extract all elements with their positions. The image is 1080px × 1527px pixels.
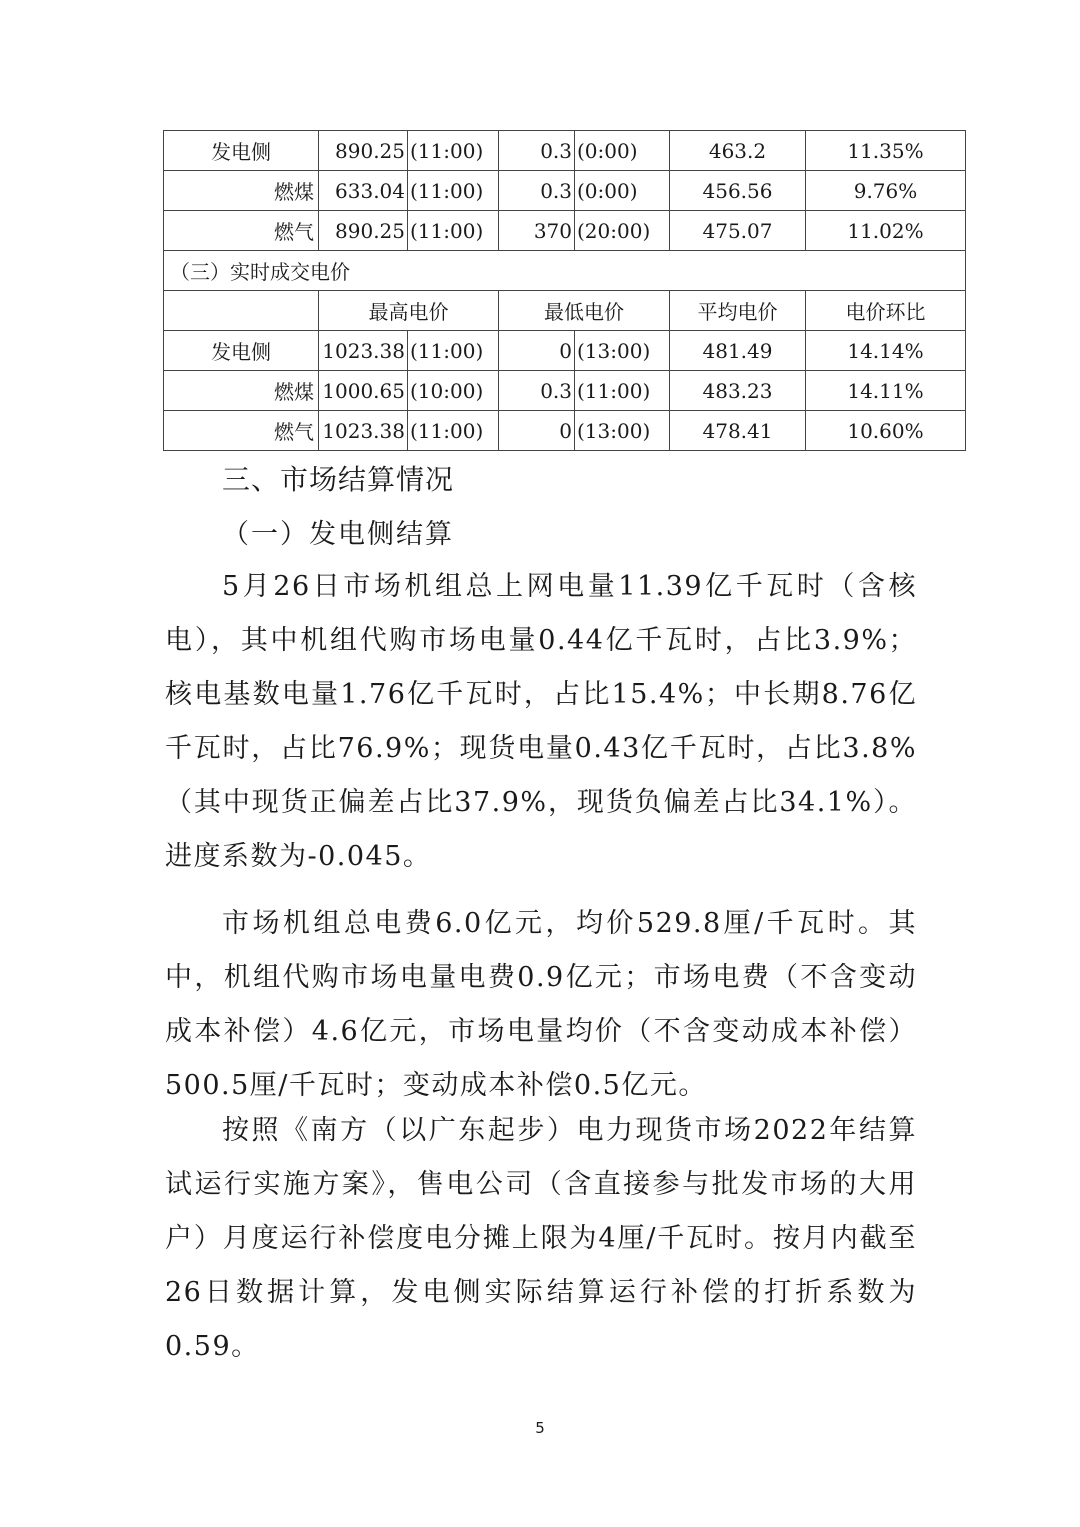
avg-price: 483.23 — [670, 371, 806, 411]
max-price-time: (11:00) — [408, 411, 499, 451]
max-price: 1023.38 — [319, 411, 408, 451]
paragraph-compensation: 按照《南方（以广东起步）电力现货市场2022年结算试运行实施方案》，售电公司（含直接参与批发市场的大用户）月度运行补偿度电分摊上限为4厘/千瓦时。按月内截至26日数据计算，发电侧实际结算运行补偿的打折系数为0.59。 — [165, 1115, 917, 1362]
max-price-time: (11:00) — [408, 131, 499, 171]
table-header-row — [164, 291, 966, 331]
min-price: 0 — [499, 411, 575, 451]
price-table — [163, 130, 966, 451]
price-mom: 9.76% — [806, 171, 966, 211]
max-price-time: (10:00) — [408, 371, 499, 411]
max-price-time: (11:00) — [408, 211, 499, 251]
price-mom: 11.02% — [806, 211, 966, 251]
row-label: 发电侧 — [164, 331, 319, 371]
price-mom: 11.35% — [806, 131, 966, 171]
avg-price: 463.2 — [670, 131, 806, 171]
min-price: 0 — [499, 331, 575, 371]
min-price: 0.3 — [499, 131, 575, 171]
header-blank — [164, 291, 319, 331]
subsection-heading: （一）发电侧结算 — [222, 519, 454, 550]
max-price: 890.25 — [319, 211, 408, 251]
table-row — [164, 131, 966, 171]
max-price: 1023.38 — [319, 331, 408, 371]
max-price-time: (11:00) — [408, 331, 499, 371]
min-price: 0.3 — [499, 171, 575, 211]
max-price: 1000.65 — [319, 371, 408, 411]
paragraph-settlement-fees: 市场机组总电费6.0亿元，均价529.8厘/千瓦时。其中，机组代购市场电量电费0.9亿元；市场电费（不含变动成本补偿）4.6亿元，市场电量均价（不含变动成本补偿）500.5厘/千瓦时；变动成本补偿0.5亿元。 — [165, 908, 917, 1101]
paragraph-settlement-volume: 5月26日市场机组总上网电量11.39亿千瓦时（含核电），其中机组代购市场电量0.44亿千瓦时，占比3.9%；核电基数电量1.76亿千瓦时，占比15.4%；中长期8.76亿千瓦时，占比76.9%；现货电量0.43亿千瓦时，占比3.8%（其中现货正偏差占比37.9%，现货负偏差占比34.1%）。进度系数为-0.045。 — [165, 571, 917, 872]
header-min-price: 最低电价 — [499, 291, 670, 331]
max-price: 633.04 — [319, 171, 408, 211]
min-price: 370 — [499, 211, 575, 251]
section-heading: 三、市场结算情况 — [222, 463, 455, 496]
max-price: 890.25 — [319, 131, 408, 171]
price-mom: 14.11% — [806, 371, 966, 411]
min-price: 0.3 — [499, 371, 575, 411]
row-label: 燃气 — [164, 411, 319, 451]
table-section-title: （三）实时成交电价 — [164, 251, 966, 291]
min-price-time: (0:00) — [575, 171, 670, 211]
min-price-time: (13:00) — [575, 331, 670, 371]
min-price-time: (13:00) — [575, 411, 670, 451]
header-price-mom: 电价环比 — [806, 291, 966, 331]
row-label: 燃煤 — [164, 371, 319, 411]
table-row — [164, 171, 966, 211]
price-mom: 14.14% — [806, 331, 966, 371]
row-label: 燃煤 — [164, 171, 319, 211]
table-section-row — [164, 251, 966, 291]
table-row — [164, 331, 966, 371]
avg-price: 456.56 — [670, 171, 806, 211]
min-price-time: (11:00) — [575, 371, 670, 411]
avg-price: 475.07 — [670, 211, 806, 251]
header-avg-price: 平均电价 — [670, 291, 806, 331]
table-row — [164, 411, 966, 451]
avg-price: 481.49 — [670, 331, 806, 371]
avg-price: 478.41 — [670, 411, 806, 451]
table-row — [164, 211, 966, 251]
min-price-time: (20:00) — [575, 211, 670, 251]
header-max-price: 最高电价 — [319, 291, 499, 331]
table-row — [164, 371, 966, 411]
max-price-time: (11:00) — [408, 171, 499, 211]
page-number: 5 — [535, 1419, 545, 1437]
row-label: 燃气 — [164, 211, 319, 251]
price-mom: 10.60% — [806, 411, 966, 451]
row-label: 发电侧 — [164, 131, 319, 171]
min-price-time: (0:00) — [575, 131, 670, 171]
